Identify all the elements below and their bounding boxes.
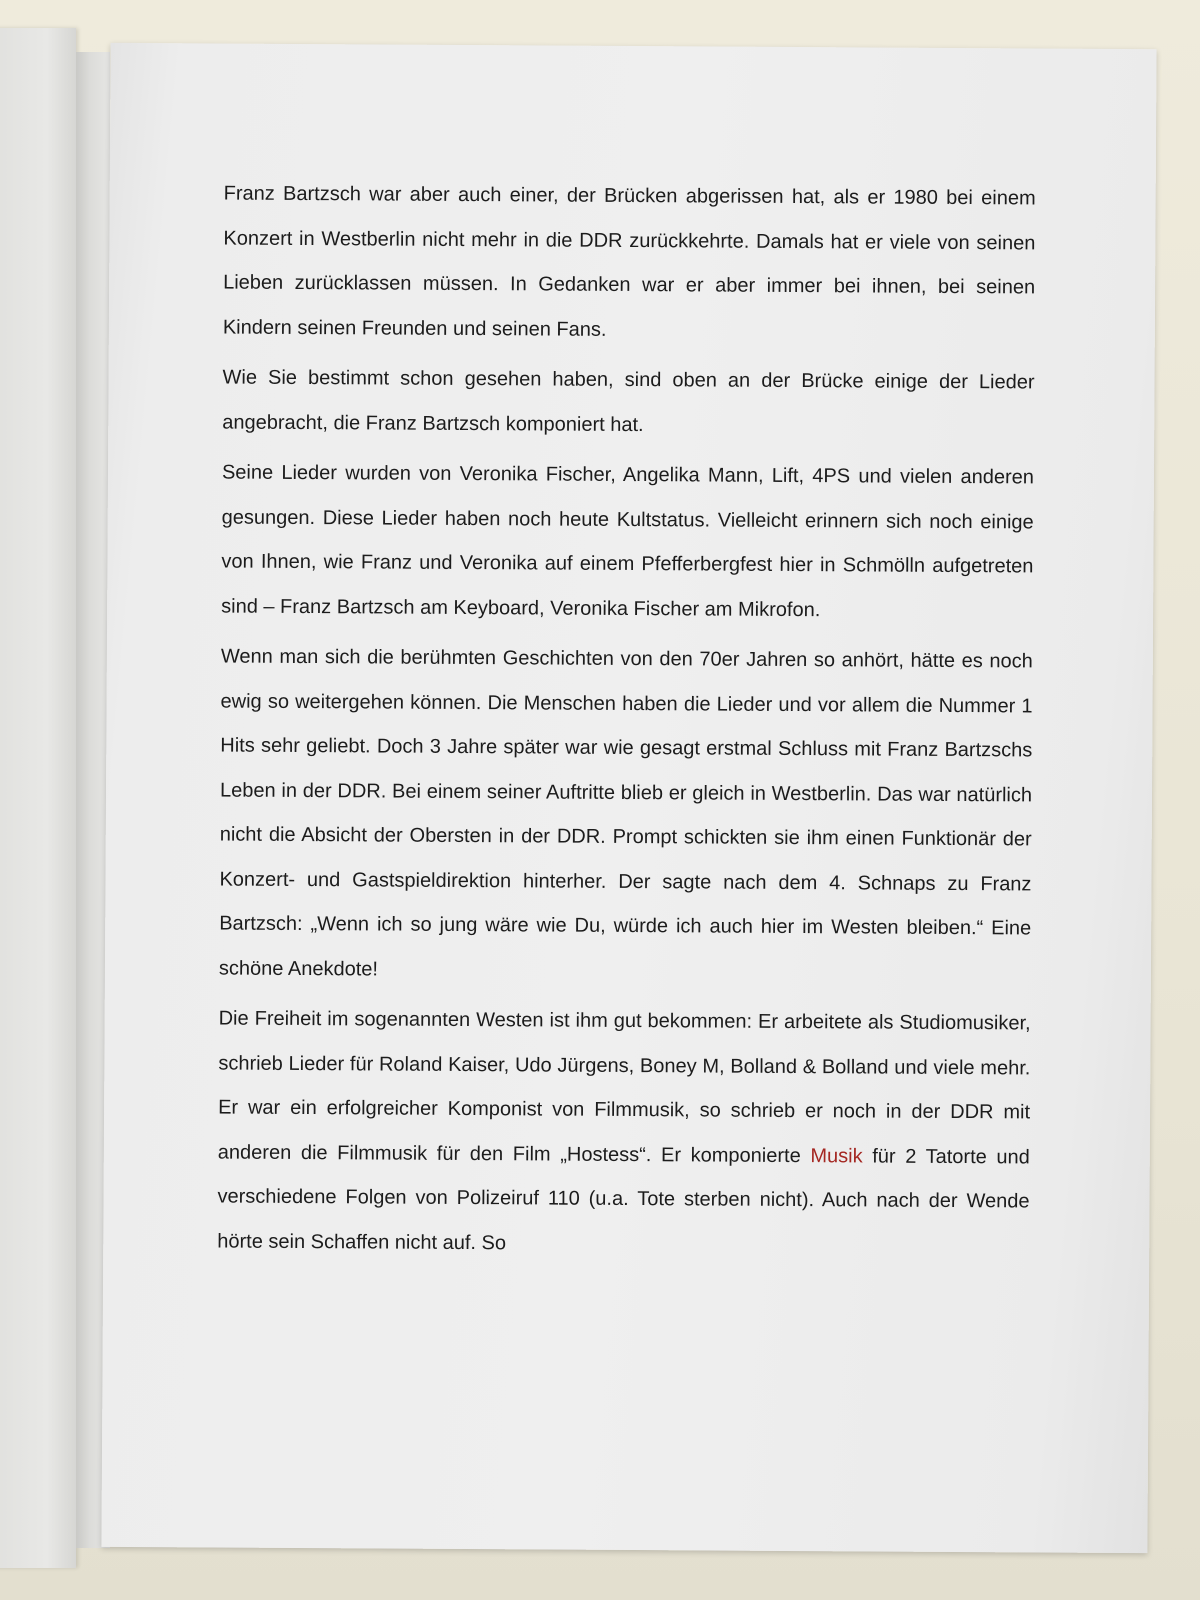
paragraph-5	[217, 996, 1031, 1268]
paragraph-4: Wenn man sich die berühmten Geschichten von den 70er Jahren so anhört, hätte es noch ewig so weitergehen können. Die Menschen haben die Lieder und vor allem die Nummer 1 Hits sehr geliebt. Doch 3 Jahre später war wie gesagt erstmal Schluss mit Franz Bartzschs Leben in der DDR. Bei einem seiner Auftritte blieb er gleich in Westberlin. Das war natürlich nicht die Absicht der Obersten in der DDR. Prompt schickten sie ihm einen Funktionär der Konzert- und Gastspieldirektion hinterher. Der sagte nach dem 4. Schnaps zu Franz Bartzsch: „Wenn ich so jung wäre wie Du, würde ich auch hier im Westen bleiben.“ Eine schöne Anekdote!	[218, 645, 1033, 980]
document-page	[101, 43, 1156, 1553]
paragraph-5-text-before: Die Freiheit im sogenannten Westen ist ihm gut bekommen: Er arbeitete als Studiomusiker, schrieb Lieder für Roland Kaiser, Udo Jürgens, Boney M, Bolland & Bolland und viele mehr. Er war ein erfolgreicher Komponist von Filmmusik, so schrieb er noch in der DDR mit anderen die Filmmusik für den Film „Hostess“. Er komponierte	[217, 1007, 1031, 1167]
paragraph-5-text-after: für 2 Tatorte und verschiedene Folgen von Polizeiruf 110 (u.a. Tote sterben nicht). Auch nach der Wende hörte sein Schaffen nicht auf. So	[217, 1144, 1030, 1254]
previous-page-edge	[0, 28, 76, 1568]
page-text	[217, 172, 1036, 1275]
paragraph-2: Wie Sie bestimmt schon gesehen haben, sind oben an der Brücke einige der Lieder angebracht, die Franz Bartzsch komponiert hat.	[222, 366, 1035, 436]
highlighted-word: Musik	[810, 1144, 863, 1167]
paragraph-3: Seine Lieder wurden von Veronika Fischer, Angelika Mann, Lift, 4PS und vielen anderen gesungen. Diese Lieder haben noch heute Kultstatus. Vielleicht erinnern sich noch einige von Ihnen, wie Franz und Veronika auf einem Pfefferbergfest hier in Schmölln aufgetreten sind – Franz Bartzsch am Keyboard, Veronika Fischer am Mikrofon.	[221, 461, 1035, 621]
paragraph-1: Franz Bartzsch war aber auch einer, der Brücken abgerissen hat, als er 1980 bei einem Konzert in Westberlin nicht mehr in die DDR zurückkehrte. Damals hat er viele von seinen Lieben zurücklassen müssen. In Gedanken war er aber immer bei ihnen, bei seinen Kindern seinen Freunden und seinen Fans.	[222, 182, 1036, 341]
